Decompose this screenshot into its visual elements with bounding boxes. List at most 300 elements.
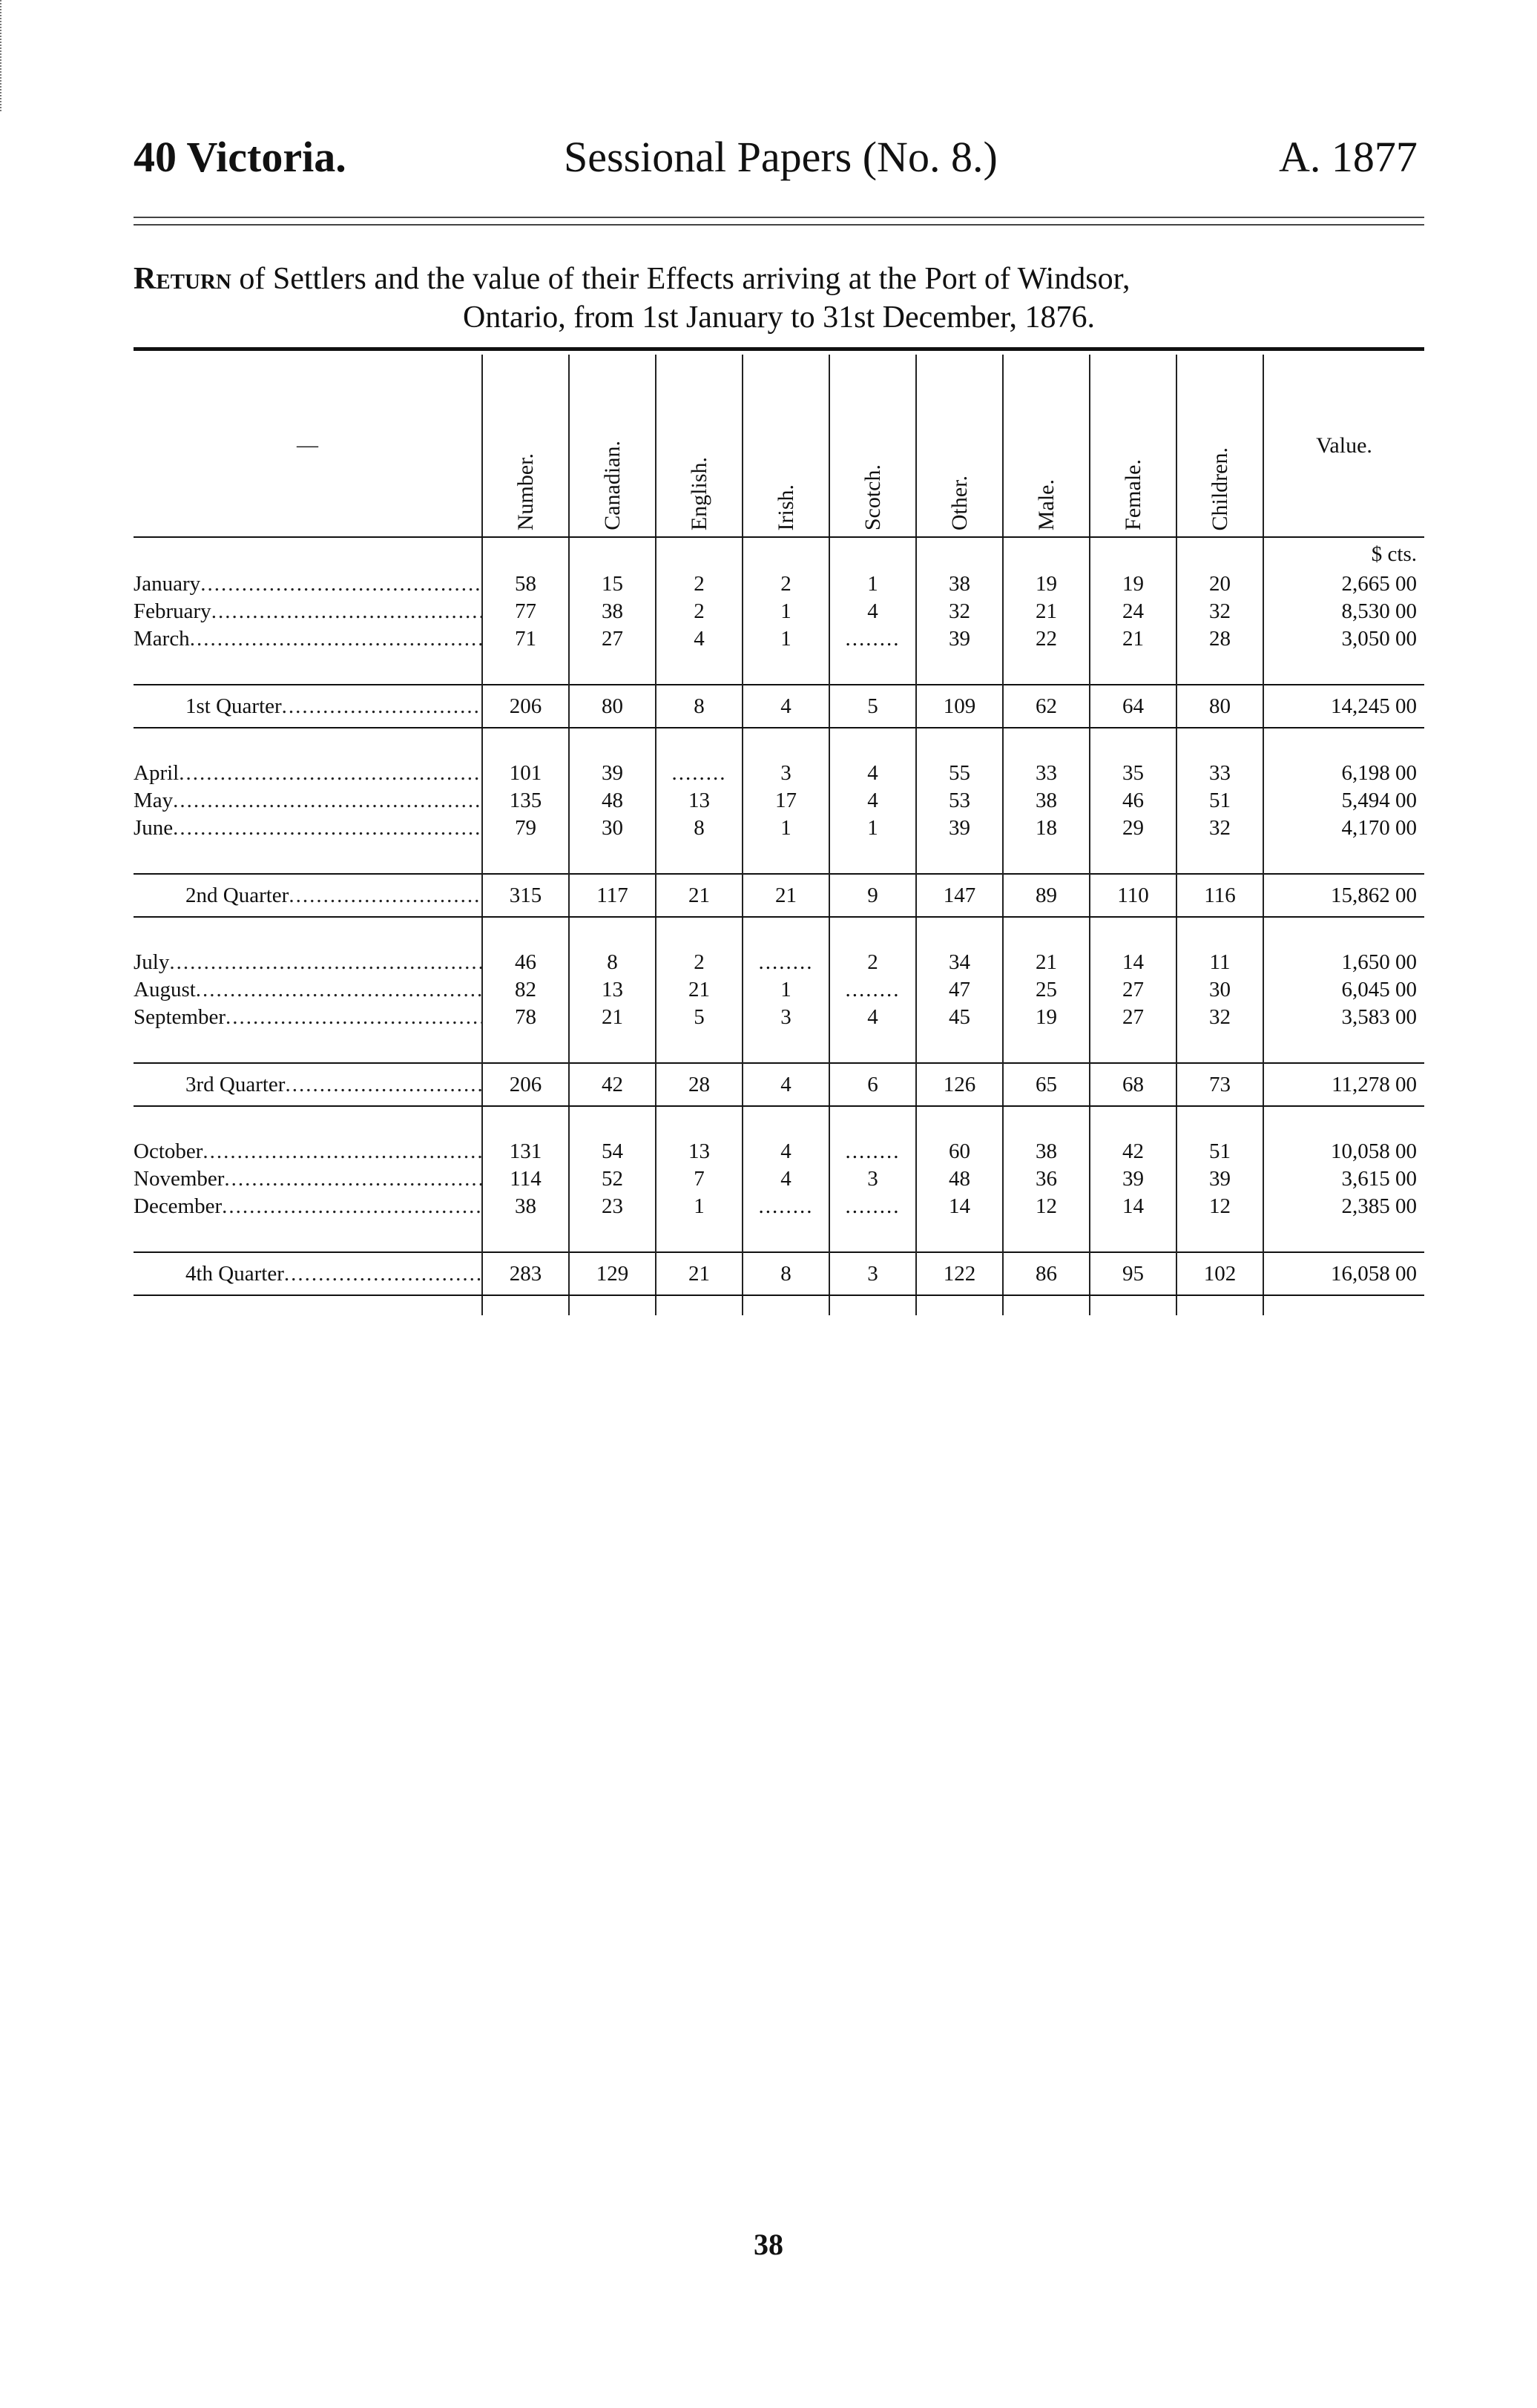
row-label-text: April <box>134 761 180 785</box>
count-cell: 2 <box>656 598 743 625</box>
count-cell: 109 <box>916 685 1003 728</box>
count-cell: 55 <box>916 760 1003 787</box>
quarter-total-row <box>134 1063 1424 1106</box>
count-cell: 53 <box>916 787 1003 815</box>
leader-dots <box>173 815 481 842</box>
count-cell: 38 <box>569 598 656 625</box>
count-cell: ........ <box>656 760 743 787</box>
empty-cell <box>916 917 1003 949</box>
empty-cell <box>134 1031 482 1063</box>
count-cell: 4 <box>743 685 829 728</box>
row-label-text: 2nd Quarter <box>185 884 289 907</box>
count-cell: 5 <box>656 1004 743 1031</box>
empty-cell <box>482 537 569 570</box>
count-cell: 129 <box>569 1252 656 1295</box>
count-cell: 101 <box>482 760 569 787</box>
leader-dots <box>284 1253 481 1295</box>
count-cell: 39 <box>1176 1165 1263 1193</box>
title-lead: Return <box>134 262 231 296</box>
column-header-male <box>1003 355 1090 537</box>
count-cell: 39 <box>916 625 1003 653</box>
column-header-number <box>482 355 569 537</box>
leader-dots <box>173 787 481 815</box>
row-label <box>134 570 482 598</box>
count-cell: ........ <box>829 1193 916 1220</box>
value-cell: 3,050 00 <box>1263 625 1424 653</box>
value-cell: 2,385 00 <box>1263 1193 1424 1220</box>
empty-cell <box>134 1295 482 1315</box>
count-cell: 7 <box>656 1165 743 1193</box>
empty-cell <box>743 917 829 949</box>
empty-cell <box>916 842 1003 874</box>
empty-cell <box>1090 842 1176 874</box>
row-label <box>134 949 482 976</box>
count-cell: 34 <box>916 949 1003 976</box>
empty-cell <box>482 653 569 685</box>
empty-cell <box>743 1295 829 1315</box>
count-cell: 13 <box>656 787 743 815</box>
count-cell: 77 <box>482 598 569 625</box>
row-label <box>134 760 482 787</box>
empty-cell <box>1090 728 1176 760</box>
leader-dots <box>190 625 481 653</box>
row-label-wrap <box>134 570 481 598</box>
empty-cell <box>1090 1295 1176 1315</box>
count-cell: 38 <box>1003 787 1090 815</box>
row-label-text: March <box>134 627 190 651</box>
value-cell: 3,615 00 <box>1263 1165 1424 1193</box>
count-cell: 1 <box>743 976 829 1004</box>
count-cell: 1 <box>743 625 829 653</box>
month-row <box>134 976 1424 1004</box>
month-row <box>134 787 1424 815</box>
spacer-row <box>134 728 1424 760</box>
row-label-text: May <box>134 789 174 812</box>
empty-cell <box>656 653 743 685</box>
empty-cell <box>656 1031 743 1063</box>
column-header-text: Irish. <box>773 484 798 530</box>
empty-cell <box>134 1220 482 1252</box>
leader-dots <box>285 1064 481 1105</box>
row-label-wrap <box>134 976 481 1004</box>
count-cell: 17 <box>743 787 829 815</box>
leader-dots <box>222 1193 481 1220</box>
count-cell: 28 <box>1176 625 1263 653</box>
count-cell: ........ <box>829 625 916 653</box>
count-cell: 102 <box>1176 1252 1263 1295</box>
empty-cell <box>916 1220 1003 1252</box>
count-cell: 42 <box>1090 1138 1176 1165</box>
empty-cell <box>1176 842 1263 874</box>
column-header-text: Number. <box>513 453 538 530</box>
empty-cell <box>134 537 482 570</box>
column-header-text: Canadian. <box>599 441 625 530</box>
count-cell: 21 <box>656 874 743 917</box>
value-cell: 15,862 00 <box>1263 874 1424 917</box>
month-row <box>134 760 1424 787</box>
value-cell: 4,170 00 <box>1263 815 1424 842</box>
value-cell: 11,278 00 <box>1263 1063 1424 1106</box>
count-cell: 131 <box>482 1138 569 1165</box>
empty-cell <box>656 1220 743 1252</box>
row-label-text: August <box>134 978 196 1001</box>
page-number: 38 <box>754 2228 783 2261</box>
empty-cell <box>1090 653 1176 685</box>
empty-cell <box>482 842 569 874</box>
empty-cell <box>1263 653 1424 685</box>
row-label-text: October <box>134 1139 203 1163</box>
empty-cell <box>569 917 656 949</box>
count-cell: 135 <box>482 787 569 815</box>
empty-cell <box>916 1106 1003 1138</box>
count-cell: 1 <box>743 598 829 625</box>
count-cell: 2 <box>743 570 829 598</box>
empty-cell <box>569 1295 656 1315</box>
value-cell: 10,058 00 <box>1263 1138 1424 1165</box>
count-cell: 4 <box>829 1004 916 1031</box>
empty-cell <box>656 1295 743 1315</box>
month-row <box>134 570 1424 598</box>
empty-cell <box>656 842 743 874</box>
row-label-wrap <box>134 598 481 625</box>
count-cell: 110 <box>1090 874 1176 917</box>
row-label <box>134 685 482 728</box>
empty-cell <box>1176 1220 1263 1252</box>
empty-cell <box>743 1106 829 1138</box>
count-cell: 39 <box>1090 1165 1176 1193</box>
empty-cell <box>569 842 656 874</box>
empty-cell <box>1003 1031 1090 1063</box>
empty-cell <box>1263 842 1424 874</box>
count-cell: 47 <box>916 976 1003 1004</box>
row-label-text: December <box>134 1194 223 1218</box>
empty-cell <box>916 1295 1003 1315</box>
empty-cell <box>1003 1295 1090 1315</box>
value-unit: $ cts. <box>1263 537 1424 570</box>
empty-cell <box>1176 917 1263 949</box>
count-cell: 4 <box>829 598 916 625</box>
row-label-wrap <box>134 1253 481 1295</box>
count-cell: 62 <box>1003 685 1090 728</box>
count-cell: ........ <box>743 1193 829 1220</box>
row-label-wrap <box>134 787 481 815</box>
row-label-wrap <box>134 1138 481 1165</box>
count-cell: 3 <box>743 1004 829 1031</box>
row-label-wrap <box>134 815 481 842</box>
count-cell: 78 <box>482 1004 569 1031</box>
row-label <box>134 1165 482 1193</box>
empty-cell <box>743 842 829 874</box>
count-cell: 35 <box>1090 760 1176 787</box>
empty-cell <box>1090 1220 1176 1252</box>
count-cell: 29 <box>1090 815 1176 842</box>
count-cell: 27 <box>1090 1004 1176 1031</box>
row-label-wrap <box>134 685 481 727</box>
row-label-text: November <box>134 1167 225 1191</box>
count-cell: 8 <box>569 949 656 976</box>
table-top-rule <box>134 347 1424 351</box>
count-cell: 19 <box>1003 570 1090 598</box>
count-cell: 14 <box>1090 949 1176 976</box>
column-header-text: Female. <box>1120 459 1145 530</box>
end-row <box>134 1295 1424 1315</box>
count-cell: 82 <box>482 976 569 1004</box>
count-cell: 46 <box>482 949 569 976</box>
empty-cell <box>569 653 656 685</box>
empty-cell <box>134 842 482 874</box>
count-cell: 2 <box>656 570 743 598</box>
count-cell: 25 <box>1003 976 1090 1004</box>
count-cell: ........ <box>829 976 916 1004</box>
row-label <box>134 874 482 917</box>
count-cell: 27 <box>569 625 656 653</box>
count-cell: 45 <box>916 1004 1003 1031</box>
count-cell: 95 <box>1090 1252 1176 1295</box>
count-cell: 36 <box>1003 1165 1090 1193</box>
count-cell: 11 <box>1176 949 1263 976</box>
empty-cell <box>1090 1031 1176 1063</box>
row-label <box>134 815 482 842</box>
empty-cell <box>743 728 829 760</box>
row-label <box>134 976 482 1004</box>
empty-cell <box>1263 1106 1424 1138</box>
column-header-text: Scotch. <box>860 464 885 530</box>
column-header-row <box>134 355 1424 537</box>
column-header-other <box>916 355 1003 537</box>
empty-cell <box>829 917 916 949</box>
count-cell: 33 <box>1003 760 1090 787</box>
count-cell: 73 <box>1176 1063 1263 1106</box>
count-cell: ........ <box>743 949 829 976</box>
count-cell: 1 <box>829 570 916 598</box>
leader-dots <box>200 570 481 598</box>
row-label-text: July <box>134 950 170 974</box>
gutter-mark <box>0 0 4 111</box>
row-label-text: 4th Quarter <box>185 1262 284 1286</box>
leader-dots <box>169 949 481 976</box>
empty-cell <box>1003 537 1090 570</box>
count-cell: 38 <box>916 570 1003 598</box>
empty-cell <box>1263 917 1424 949</box>
empty-cell <box>1090 917 1176 949</box>
count-cell: 3 <box>743 760 829 787</box>
value-cell: 3,583 00 <box>1263 1004 1424 1031</box>
month-row <box>134 1165 1424 1193</box>
count-cell: 4 <box>743 1138 829 1165</box>
count-cell: 32 <box>1176 815 1263 842</box>
count-cell: 46 <box>1090 787 1176 815</box>
value-cell: 2,665 00 <box>1263 570 1424 598</box>
count-cell: 147 <box>916 874 1003 917</box>
count-cell: 38 <box>482 1193 569 1220</box>
column-header-children <box>1176 355 1263 537</box>
quarter-total-row <box>134 685 1424 728</box>
count-cell: 21 <box>1003 949 1090 976</box>
count-cell: 32 <box>1176 598 1263 625</box>
count-cell: 2 <box>829 949 916 976</box>
leader-dots <box>226 1004 481 1031</box>
spacer-row <box>134 842 1424 874</box>
month-row <box>134 625 1424 653</box>
row-label <box>134 625 482 653</box>
spacer-row <box>134 1031 1424 1063</box>
leader-dots <box>289 875 481 916</box>
count-cell: 86 <box>1003 1252 1090 1295</box>
empty-cell <box>829 1031 916 1063</box>
header-year: A. 1877 <box>1279 133 1418 181</box>
table-title <box>134 260 1424 337</box>
empty-cell <box>656 1106 743 1138</box>
count-cell: 13 <box>569 976 656 1004</box>
count-cell: 22 <box>1003 625 1090 653</box>
column-header-text: Male. <box>1033 478 1059 530</box>
count-cell: 51 <box>1176 787 1263 815</box>
count-cell: 1 <box>743 815 829 842</box>
spacer-row <box>134 1220 1424 1252</box>
row-label-text: January <box>134 572 201 596</box>
quarter-total-row <box>134 1252 1424 1295</box>
row-label <box>134 1193 482 1220</box>
value-cell: 8,530 00 <box>1263 598 1424 625</box>
count-cell: 12 <box>1003 1193 1090 1220</box>
empty-cell <box>829 1295 916 1315</box>
row-label-text: June <box>134 816 174 840</box>
count-cell: 117 <box>569 874 656 917</box>
running-header <box>0 132 1537 191</box>
row-label <box>134 1138 482 1165</box>
count-cell: 32 <box>1176 1004 1263 1031</box>
empty-cell <box>1003 728 1090 760</box>
row-label <box>134 598 482 625</box>
empty-cell <box>916 537 1003 570</box>
count-cell: 20 <box>1176 570 1263 598</box>
count-cell: 80 <box>1176 685 1263 728</box>
count-cell: 38 <box>1003 1138 1090 1165</box>
count-cell: 68 <box>1090 1063 1176 1106</box>
empty-cell <box>482 1031 569 1063</box>
count-cell: 283 <box>482 1252 569 1295</box>
title-line-1 <box>134 260 1424 298</box>
header-double-rule <box>134 217 1424 226</box>
value-cell: 6,045 00 <box>1263 976 1424 1004</box>
empty-cell <box>1176 1106 1263 1138</box>
leader-dots <box>203 1138 481 1165</box>
leader-dots <box>211 598 481 625</box>
column-header-scotch <box>829 355 916 537</box>
count-cell: 4 <box>656 625 743 653</box>
count-cell: 21 <box>656 976 743 1004</box>
count-cell: 3 <box>829 1165 916 1193</box>
count-cell: 21 <box>656 1252 743 1295</box>
count-cell: 52 <box>569 1165 656 1193</box>
row-label-text: 3rd Quarter <box>185 1073 286 1096</box>
count-cell: 19 <box>1003 1004 1090 1031</box>
count-cell: 8 <box>743 1252 829 1295</box>
empty-cell <box>1176 1295 1263 1315</box>
count-cell: 54 <box>569 1138 656 1165</box>
count-cell: 8 <box>656 685 743 728</box>
count-cell: 116 <box>1176 874 1263 917</box>
count-cell: 14 <box>1090 1193 1176 1220</box>
empty-cell <box>656 917 743 949</box>
count-cell: ........ <box>829 1138 916 1165</box>
empty-cell <box>829 1220 916 1252</box>
empty-cell <box>1003 1106 1090 1138</box>
row-label <box>134 1063 482 1106</box>
empty-cell <box>134 917 482 949</box>
empty-cell <box>569 1106 656 1138</box>
leader-dots <box>196 976 481 1004</box>
month-row <box>134 598 1424 625</box>
count-cell: 4 <box>743 1063 829 1106</box>
empty-cell <box>916 653 1003 685</box>
count-cell: 126 <box>916 1063 1003 1106</box>
row-label-wrap <box>134 875 481 916</box>
count-cell: 89 <box>1003 874 1090 917</box>
value-cell: 16,058 00 <box>1263 1252 1424 1295</box>
count-cell: 21 <box>1090 625 1176 653</box>
empty-cell <box>569 1031 656 1063</box>
count-cell: 39 <box>569 760 656 787</box>
column-header-irish <box>743 355 829 537</box>
empty-cell <box>829 842 916 874</box>
count-cell: 21 <box>569 1004 656 1031</box>
count-cell: 14 <box>916 1193 1003 1220</box>
column-header-blank: — <box>134 355 482 537</box>
empty-cell <box>1176 728 1263 760</box>
count-cell: 27 <box>1090 976 1176 1004</box>
row-label-wrap <box>134 760 481 787</box>
row-label <box>134 1252 482 1295</box>
empty-cell <box>1263 1220 1424 1252</box>
spacer-row <box>134 653 1424 685</box>
empty-cell <box>1003 653 1090 685</box>
empty-cell <box>743 537 829 570</box>
title-line-1-rest: of Settlers and the value of their Effects arriving at the Port of Windsor, <box>239 262 1130 296</box>
count-cell: 1 <box>829 815 916 842</box>
header-volume: 40 Victoria. <box>134 133 346 181</box>
row-label-wrap <box>134 625 481 653</box>
empty-cell <box>916 728 1003 760</box>
count-cell: 80 <box>569 685 656 728</box>
count-cell: 64 <box>1090 685 1176 728</box>
count-cell: 122 <box>916 1252 1003 1295</box>
count-cell: 32 <box>916 598 1003 625</box>
empty-cell <box>1003 1220 1090 1252</box>
count-cell: 65 <box>1003 1063 1090 1106</box>
row-label-text: 1st Quarter <box>185 694 282 718</box>
count-cell: 48 <box>916 1165 1003 1193</box>
empty-cell <box>1176 653 1263 685</box>
empty-cell <box>482 917 569 949</box>
column-header-text: English. <box>686 456 711 530</box>
title-line-2: Ontario, from 1st January to 31st December, 1876. <box>462 300 1096 335</box>
row-label-wrap <box>134 1064 481 1105</box>
empty-cell <box>569 728 656 760</box>
count-cell: 315 <box>482 874 569 917</box>
count-cell: 1 <box>656 1193 743 1220</box>
leader-dots <box>282 685 481 727</box>
empty-cell <box>1176 1031 1263 1063</box>
count-cell: 3 <box>829 1252 916 1295</box>
empty-cell <box>743 653 829 685</box>
leader-dots <box>179 760 481 787</box>
spacer-row <box>134 1106 1424 1138</box>
count-cell: 4 <box>829 760 916 787</box>
count-cell: 9 <box>829 874 916 917</box>
count-cell: 114 <box>482 1165 569 1193</box>
count-cell: 42 <box>569 1063 656 1106</box>
